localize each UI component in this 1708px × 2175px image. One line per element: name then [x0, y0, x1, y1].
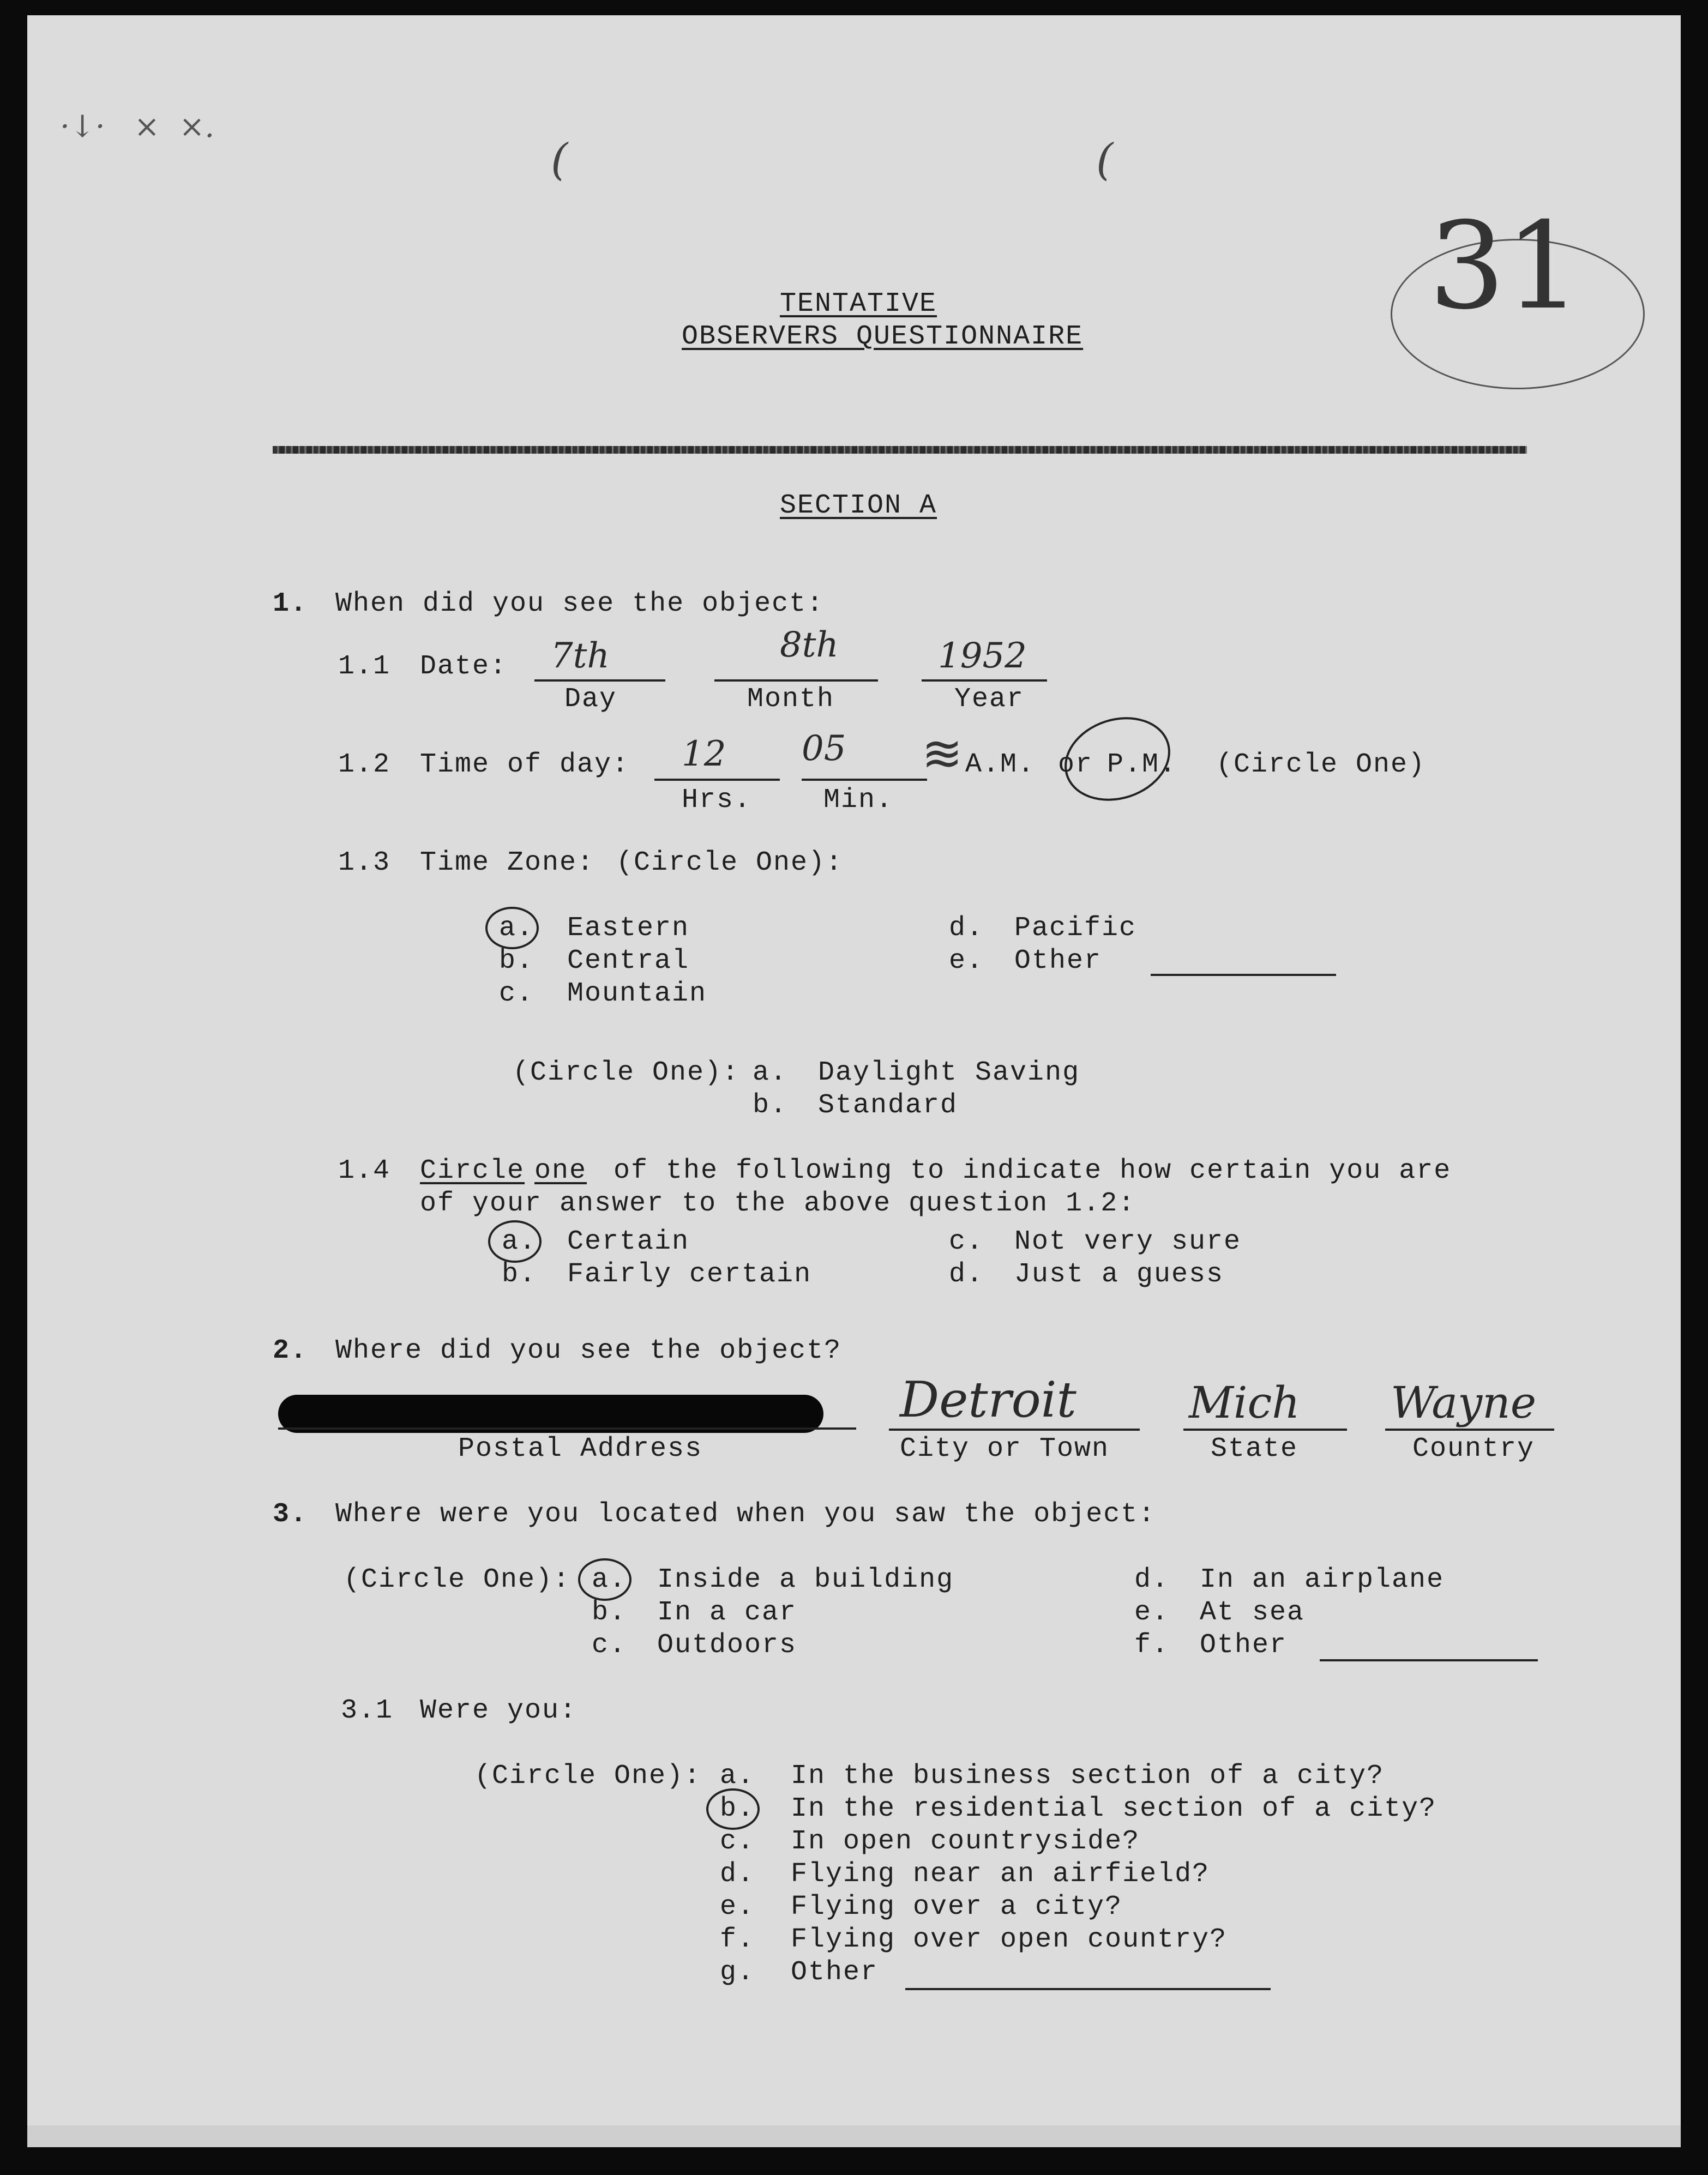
- questionnaire-page: [27, 15, 1681, 2147]
- postal-address-line[interactable]: [278, 1427, 856, 1430]
- time-zone-label: Time Zone:: [420, 847, 595, 878]
- loc-d-letter: d.: [1134, 1564, 1170, 1595]
- q1-text: When did you see the object:: [335, 588, 825, 619]
- area-residential-section[interactable]: In the residential section of a city?: [791, 1793, 1437, 1824]
- zone-c-letter: c.: [499, 978, 534, 1009]
- section-heading: SECTION A: [780, 490, 937, 521]
- country-line: [1385, 1429, 1554, 1431]
- month-label: Month: [747, 684, 835, 715]
- stray-marks: ·↓· × ×.: [60, 109, 215, 144]
- q2-number: 2.: [273, 1335, 308, 1366]
- area-flying-over-city[interactable]: Flying over a city?: [791, 1891, 1123, 1923]
- page-edge: [27, 2125, 1681, 2147]
- time-label: Time of day:: [420, 749, 630, 780]
- area-c-letter: c.: [720, 1826, 755, 1857]
- area-a-letter: a.: [720, 1761, 755, 1792]
- postal-address-label: Postal Address: [458, 1433, 703, 1465]
- date-year-line: [922, 679, 1047, 682]
- area-open-countryside[interactable]: In open countryside?: [791, 1826, 1140, 1857]
- q1-1-number: 1.1: [338, 651, 391, 682]
- state-label: State: [1211, 1433, 1298, 1465]
- zone-other-line[interactable]: [1151, 974, 1336, 976]
- dst-b-letter: b.: [753, 1090, 788, 1121]
- or-text: or: [1058, 749, 1093, 780]
- cert-certain[interactable]: Certain: [567, 1226, 690, 1257]
- country-value[interactable]: Wayne: [1391, 1377, 1537, 1428]
- q1-4-number: 1.4: [338, 1155, 391, 1186]
- date-label: Date:: [420, 651, 508, 682]
- cert-a-letter: a.: [502, 1226, 537, 1257]
- area-other-line[interactable]: [905, 1988, 1271, 1990]
- certainty-line-1: of the following to indicate how certain you are: [614, 1155, 1452, 1186]
- title-line-1: TENTATIVE: [780, 288, 937, 320]
- city-label: City or Town: [900, 1433, 1110, 1465]
- cert-b-letter: b.: [502, 1259, 537, 1290]
- date-day-line: [534, 679, 665, 682]
- area-g-letter: g.: [720, 1957, 755, 1988]
- zone-pacific[interactable]: Pacific: [1014, 913, 1137, 944]
- hole-mark-left: (: [551, 134, 568, 185]
- q3-1-text: Were you:: [420, 1695, 578, 1726]
- min-label: Min.: [823, 785, 894, 816]
- q1-number: 1.: [273, 588, 308, 619]
- loc-c-letter: c.: [592, 1630, 627, 1661]
- q2-text: Where did you see the object?: [335, 1335, 842, 1366]
- city-line: [889, 1429, 1140, 1431]
- date-month-line: [714, 679, 878, 682]
- q3-1-circle-one: (Circle One):: [474, 1761, 702, 1792]
- q3-number: 3.: [273, 1499, 308, 1530]
- loc-at-sea[interactable]: At sea: [1200, 1597, 1305, 1628]
- zone-e-letter: e.: [949, 945, 984, 977]
- am-scribble: ≋: [922, 725, 963, 782]
- loc-e-letter: e.: [1134, 1597, 1170, 1628]
- circle-one-note: (Circle One): [1216, 749, 1426, 780]
- q1-3-number: 1.3: [338, 847, 391, 878]
- title-line-2: OBSERVERS QUESTIONNAIRE: [682, 321, 1084, 352]
- area-b-letter: b.: [720, 1793, 755, 1824]
- pm-option[interactable]: P.M.: [1107, 749, 1177, 780]
- state-line: [1183, 1429, 1347, 1431]
- loc-f-letter: f.: [1134, 1630, 1170, 1661]
- am-option[interactable]: A.M.: [965, 749, 1036, 780]
- loc-in-an-airplane[interactable]: In an airplane: [1200, 1564, 1445, 1595]
- city-value[interactable]: Detroit: [900, 1371, 1076, 1429]
- hole-mark-right: (: [1096, 134, 1114, 185]
- state-value[interactable]: Mich: [1189, 1377, 1300, 1428]
- dst-circle-one: (Circle One):: [513, 1057, 740, 1088]
- zone-mountain[interactable]: Mountain: [567, 978, 707, 1009]
- loc-other-line[interactable]: [1320, 1659, 1538, 1661]
- area-f-letter: f.: [720, 1924, 755, 1955]
- dst-standard[interactable]: Standard: [818, 1090, 958, 1121]
- horizontal-rule: [273, 446, 1527, 454]
- q3-circle-one: (Circle One):: [344, 1564, 571, 1595]
- area-flying-over-open-country[interactable]: Flying over open country?: [791, 1924, 1228, 1955]
- time-hrs-value[interactable]: 12: [682, 734, 726, 774]
- year-label: Year: [954, 684, 1025, 715]
- pm-selected-circle: [1054, 704, 1181, 814]
- q1-2-number: 1.2: [338, 749, 391, 780]
- area-other[interactable]: Other: [791, 1957, 879, 1988]
- zone-b-letter: b.: [499, 945, 534, 977]
- q3-text: Where were you located when you saw the object:: [335, 1499, 1156, 1530]
- area-business-section[interactable]: In the business section of a city?: [791, 1761, 1385, 1792]
- cert-c-letter: c.: [949, 1226, 984, 1257]
- zone-a-letter: a.: [499, 913, 534, 944]
- cert-just-a-guess[interactable]: Just a guess: [1014, 1259, 1224, 1290]
- dst-a-letter: a.: [753, 1057, 788, 1088]
- zone-d-letter: d.: [949, 913, 984, 944]
- certainty-word-one: one: [534, 1155, 587, 1186]
- zone-central[interactable]: Central: [567, 945, 690, 977]
- area-d-letter: d.: [720, 1859, 755, 1890]
- hrs-label: Hrs.: [682, 785, 752, 816]
- certainty-word-circle: Circle: [420, 1155, 525, 1186]
- area-flying-near-airfield[interactable]: Flying near an airfield?: [791, 1859, 1210, 1890]
- zone-other[interactable]: Other: [1014, 945, 1102, 977]
- day-label: Day: [564, 684, 617, 715]
- q3-1-number: 3.1: [341, 1695, 394, 1726]
- loc-other[interactable]: Other: [1200, 1630, 1288, 1661]
- page-number: 31: [1429, 196, 1581, 336]
- cert-not-very-sure[interactable]: Not very sure: [1014, 1226, 1242, 1257]
- zone-eastern[interactable]: Eastern: [567, 913, 690, 944]
- time-min-line: [802, 779, 927, 781]
- country-label: Country: [1412, 1433, 1535, 1465]
- dst-daylight-saving[interactable]: Daylight Saving: [818, 1057, 1080, 1088]
- loc-outdoors[interactable]: Outdoors: [657, 1630, 797, 1661]
- date-month-value[interactable]: 8th: [780, 625, 839, 665]
- time-zone-circle-one: (Circle One):: [616, 847, 844, 878]
- loc-inside-building[interactable]: Inside a building: [657, 1564, 954, 1595]
- date-year-value[interactable]: 1952: [938, 636, 1027, 676]
- cert-fairly-certain[interactable]: Fairly certain: [567, 1259, 812, 1290]
- date-day-value[interactable]: 7th: [551, 636, 610, 676]
- loc-b-letter: b.: [592, 1597, 627, 1628]
- loc-in-a-car[interactable]: In a car: [657, 1597, 797, 1628]
- area-e-letter: e.: [720, 1891, 755, 1923]
- loc-a-letter: a.: [592, 1564, 627, 1595]
- certainty-line-2: of your answer to the above question 1.2:: [420, 1188, 1136, 1219]
- cert-d-letter: d.: [949, 1259, 984, 1290]
- time-hrs-line: [654, 779, 780, 781]
- time-min-value[interactable]: 05: [802, 728, 846, 769]
